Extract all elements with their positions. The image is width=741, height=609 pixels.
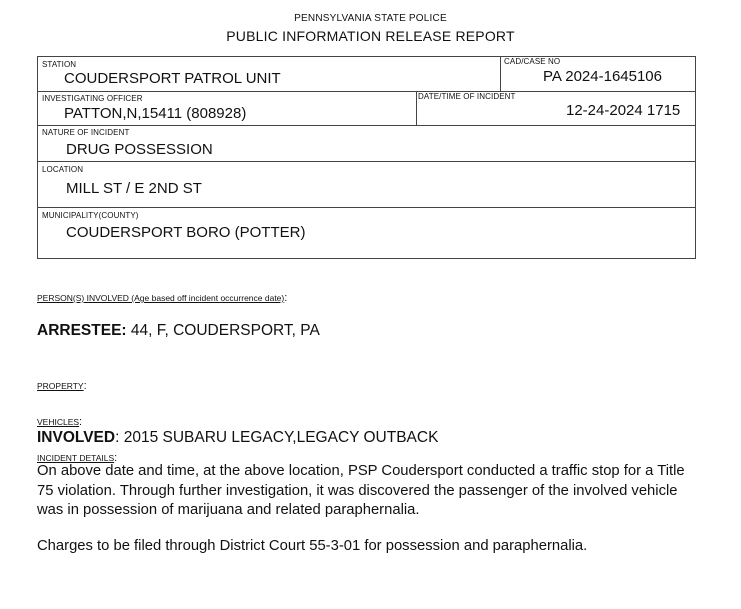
municipality-label: MUNICIPALITY(COUNTY): [42, 211, 139, 220]
municipality-value: COUDERSPORT BORO (POTTER): [66, 224, 306, 241]
agency-name: PENNSYLVANIA STATE POLICE: [294, 13, 447, 24]
details-label-text: INCIDENT DETAILS: [37, 453, 115, 463]
vehicle-involved-label: INVOLVED: [37, 429, 116, 446]
vehicles-colon: :: [79, 416, 83, 428]
persons-colon: :: [284, 292, 288, 304]
nature-value: DRUG POSSESSION: [66, 141, 213, 158]
datetime-value: 12-24-2024 1715: [566, 102, 681, 119]
row-divider: [38, 161, 695, 162]
row-divider: [38, 91, 695, 92]
arrestee-line: [37, 322, 320, 340]
property-label-text: PROPERTY: [37, 381, 84, 391]
charges-text: Charges to be filed through District Court 55-3-01 for possession and paraphernalia.: [37, 538, 588, 554]
col-divider: [416, 91, 417, 125]
vehicles-label-text: VEHICLES: [37, 417, 80, 427]
case-no-label: CAD/CASE NO: [504, 57, 561, 66]
vehicle-involved-value: : 2015 SUBARU LEGACY,LEGACY OUTBACK: [115, 429, 439, 446]
property-colon: :: [83, 380, 87, 392]
officer-value: PATTON,N,15411 (808928): [64, 105, 247, 122]
property-label: [37, 380, 87, 392]
persons-label: [37, 292, 287, 304]
incident-narrative: On above date and time, at the above location, PSP Coudersport conducted a traffic stop for a Title 75 violation. Through further investigation, it was discovered the passenger of the involved vehicle was in possession of marijuana and related paraphernalia.: [37, 463, 685, 518]
station-value: COUDERSPORT PATROL UNIT: [64, 70, 281, 87]
location-label: LOCATION: [42, 165, 84, 174]
arrestee-label: ARRESTEE:: [37, 322, 127, 339]
incident-form: [37, 56, 696, 259]
details-colon: :: [114, 452, 118, 464]
datetime-label: DATE/TIME OF INCIDENT: [418, 92, 516, 101]
location-value: MILL ST / E 2ND ST: [66, 180, 202, 197]
officer-label: INVESTIGATING OFFICER: [42, 94, 143, 103]
case-no-value: PA 2024-1645106: [543, 68, 662, 85]
nature-label: NATURE OF INCIDENT: [42, 128, 130, 137]
col-divider: [500, 57, 501, 91]
vehicles-label: [37, 416, 82, 428]
station-label: STATION: [42, 60, 77, 69]
arrestee-value: 44, F, COUDERSPORT, PA: [126, 322, 320, 339]
row-divider: [38, 125, 695, 126]
report-title: PUBLIC INFORMATION RELEASE REPORT: [226, 28, 515, 44]
persons-label-text: PERSON(S) INVOLVED (Age based off incident occurrence date): [37, 293, 285, 303]
vehicle-line: [37, 429, 438, 447]
row-divider: [38, 207, 695, 208]
